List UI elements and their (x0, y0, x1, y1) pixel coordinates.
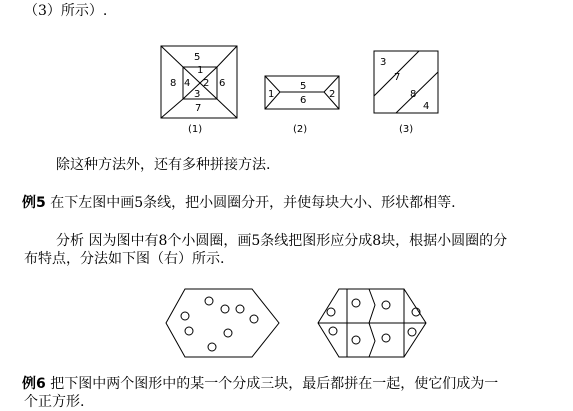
analysis-line-1: 分析 因为图中有8个小圆圈，画5条线把图形应分成8块，根据小圆圈的分 (56, 233, 508, 249)
fig1-number: 1 (197, 65, 204, 76)
fig1-caption: (1) (188, 124, 203, 135)
top-line: （3）所示）. (24, 3, 108, 19)
fig2-number: 2 (329, 89, 336, 100)
fig3-caption: (3) (399, 124, 414, 135)
fig3-number: 3 (380, 57, 387, 68)
fig2-number: 1 (268, 89, 275, 100)
fig1-number: 5 (194, 52, 201, 63)
example-6-line-2: 个正方形. (24, 394, 85, 410)
fig3-number: 7 (394, 72, 401, 83)
fig2-number: 6 (300, 95, 307, 106)
fig2-number: 5 (300, 81, 307, 92)
analysis-line-2: 布特点，分法如下图（右）所示. (24, 251, 225, 267)
fig1-number: 2 (203, 78, 210, 89)
fig3-number: 8 (410, 89, 417, 100)
example-6-label: 例6 (22, 376, 46, 392)
example-5-text: 在下左图中画5条线，把小圆圈分开，并使每块大小、形状都相等. (50, 195, 456, 211)
fig2-caption: (2) (293, 124, 308, 135)
hexagon-right (318, 289, 426, 357)
fig1-number: 6 (219, 78, 226, 89)
hexagon-left (166, 289, 279, 357)
fig1-number: 8 (170, 78, 177, 89)
fig1-number: 7 (195, 103, 202, 114)
fig1-number: 3 (194, 89, 201, 100)
example-6-line-1: 把下图中两个图形中的某一个分成三块，最后都拼在一起，使它们成为一 (50, 376, 499, 392)
para-methods: 除这种方法外，还有多种拼接方法. (56, 157, 271, 173)
fig1-number: 4 (184, 78, 191, 89)
example-5-label: 例5 (22, 195, 46, 211)
fig3-number: 4 (423, 101, 430, 112)
